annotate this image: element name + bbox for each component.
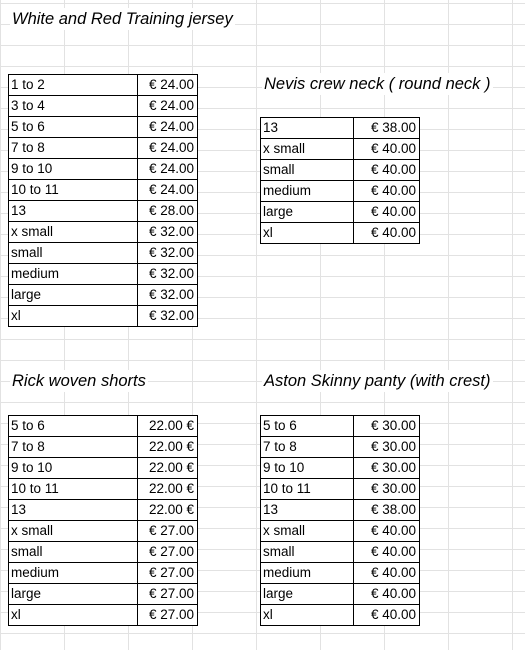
price-cell[interactable]: € 27.00 bbox=[138, 542, 198, 563]
section-title-aston-skinny-panty[interactable]: Aston Skinny panty (with crest) bbox=[264, 372, 491, 390]
table-row bbox=[9, 563, 198, 584]
table-row bbox=[9, 138, 198, 159]
table-row bbox=[9, 584, 198, 605]
price-cell[interactable]: € 27.00 bbox=[138, 563, 198, 584]
table-row bbox=[9, 416, 198, 437]
price-cell[interactable]: € 27.00 bbox=[138, 584, 198, 605]
table-row bbox=[261, 437, 420, 458]
size-cell[interactable]: 3 to 4 bbox=[9, 96, 138, 117]
table-row bbox=[9, 542, 198, 563]
table-row bbox=[261, 118, 420, 139]
table-row bbox=[9, 479, 198, 500]
price-cell[interactable]: € 38.00 bbox=[354, 500, 420, 521]
price-cell[interactable]: € 32.00 bbox=[138, 243, 198, 264]
price-cell[interactable]: € 40.00 bbox=[354, 139, 420, 160]
size-cell[interactable]: large bbox=[9, 584, 138, 605]
table-row bbox=[261, 500, 420, 521]
size-cell[interactable]: 9 to 10 bbox=[9, 458, 138, 479]
size-cell[interactable]: 7 to 8 bbox=[261, 437, 354, 458]
price-cell[interactable]: € 32.00 bbox=[138, 306, 198, 327]
table-row bbox=[9, 285, 198, 306]
table-row bbox=[9, 605, 198, 626]
table-row bbox=[261, 202, 420, 223]
price-cell[interactable]: € 24.00 bbox=[138, 138, 198, 159]
size-cell[interactable]: 13 bbox=[261, 118, 354, 139]
table-row bbox=[261, 605, 420, 626]
size-cell[interactable]: 1 to 2 bbox=[9, 75, 138, 96]
size-cell[interactable]: small bbox=[9, 243, 138, 264]
size-cell[interactable]: 10 to 11 bbox=[261, 479, 354, 500]
size-cell[interactable]: medium bbox=[261, 563, 354, 584]
size-cell[interactable]: xl bbox=[9, 306, 138, 327]
table-row bbox=[9, 117, 198, 138]
table-row bbox=[9, 306, 198, 327]
table-row bbox=[261, 139, 420, 160]
table-row bbox=[261, 542, 420, 563]
table-row bbox=[9, 500, 198, 521]
size-cell[interactable]: small bbox=[261, 542, 354, 563]
price-cell[interactable]: € 24.00 bbox=[138, 75, 198, 96]
size-cell[interactable]: medium bbox=[261, 181, 354, 202]
size-cell[interactable]: xl bbox=[9, 605, 138, 626]
size-cell[interactable]: small bbox=[9, 542, 138, 563]
price-cell[interactable]: € 24.00 bbox=[138, 96, 198, 117]
price-table-aston-skinny-panty bbox=[260, 415, 420, 626]
table-row bbox=[9, 222, 198, 243]
price-cell[interactable]: € 24.00 bbox=[138, 159, 198, 180]
table-row bbox=[261, 223, 420, 244]
table-row bbox=[9, 75, 198, 96]
size-cell[interactable]: large bbox=[261, 202, 354, 223]
price-cell[interactable]: € 40.00 bbox=[354, 542, 420, 563]
section-title-nevis-crew-neck[interactable]: Nevis crew neck ( round neck ) bbox=[264, 75, 491, 93]
price-table-rick-woven-shorts bbox=[8, 415, 198, 626]
table-row bbox=[9, 521, 198, 542]
size-cell[interactable]: x small bbox=[261, 139, 354, 160]
size-cell[interactable]: small bbox=[261, 160, 354, 181]
price-cell[interactable]: € 32.00 bbox=[138, 222, 198, 243]
size-cell[interactable]: x small bbox=[9, 222, 138, 243]
price-cell[interactable]: € 30.00 bbox=[354, 437, 420, 458]
size-cell[interactable]: large bbox=[261, 584, 354, 605]
table-row bbox=[9, 437, 198, 458]
size-cell[interactable]: 13 bbox=[261, 500, 354, 521]
size-cell[interactable]: x small bbox=[261, 521, 354, 542]
price-cell[interactable]: € 40.00 bbox=[354, 202, 420, 223]
price-cell[interactable]: € 40.00 bbox=[354, 605, 420, 626]
size-cell[interactable]: 5 to 6 bbox=[261, 416, 354, 437]
price-cell[interactable]: € 30.00 bbox=[354, 416, 420, 437]
size-cell[interactable]: x small bbox=[9, 521, 138, 542]
size-cell[interactable]: 10 to 11 bbox=[9, 180, 138, 201]
price-cell[interactable]: € 40.00 bbox=[354, 563, 420, 584]
size-cell[interactable]: 7 to 8 bbox=[9, 138, 138, 159]
size-cell[interactable]: 5 to 6 bbox=[9, 416, 138, 437]
size-cell[interactable]: xl bbox=[261, 223, 354, 244]
table-row bbox=[9, 96, 198, 117]
table-row bbox=[261, 458, 420, 479]
price-cell[interactable]: € 32.00 bbox=[138, 285, 198, 306]
table-row bbox=[261, 479, 420, 500]
price-cell[interactable]: € 27.00 bbox=[138, 521, 198, 542]
price-cell[interactable]: € 40.00 bbox=[354, 584, 420, 605]
price-cell[interactable]: € 30.00 bbox=[354, 479, 420, 500]
table-row bbox=[9, 201, 198, 222]
table-row bbox=[261, 521, 420, 542]
price-table-nevis-crew-neck bbox=[260, 117, 420, 244]
size-cell[interactable]: 13 bbox=[9, 201, 138, 222]
size-cell[interactable]: large bbox=[9, 285, 138, 306]
price-cell[interactable]: € 24.00 bbox=[138, 180, 198, 201]
size-cell[interactable]: 9 to 10 bbox=[9, 159, 138, 180]
table-row bbox=[9, 180, 198, 201]
price-cell[interactable]: € 28.00 bbox=[138, 201, 198, 222]
price-cell[interactable]: 22.00 € bbox=[138, 458, 198, 479]
price-cell[interactable]: € 27.00 bbox=[138, 605, 198, 626]
price-cell[interactable]: € 40.00 bbox=[354, 223, 420, 244]
price-cell[interactable]: € 38.00 bbox=[354, 118, 420, 139]
section-title-training-jersey[interactable]: White and Red Training jersey bbox=[12, 10, 233, 28]
price-cell[interactable]: € 32.00 bbox=[138, 264, 198, 285]
price-cell[interactable]: 22.00 € bbox=[138, 437, 198, 458]
size-cell[interactable]: xl bbox=[261, 605, 354, 626]
section-title-rick-woven-shorts[interactable]: Rick woven shorts bbox=[12, 372, 146, 390]
table-row bbox=[261, 181, 420, 202]
price-cell[interactable]: € 40.00 bbox=[354, 160, 420, 181]
size-cell[interactable]: medium bbox=[9, 264, 138, 285]
price-cell[interactable]: 22.00 € bbox=[138, 416, 198, 437]
table-row bbox=[261, 416, 420, 437]
price-cell[interactable]: € 30.00 bbox=[354, 458, 420, 479]
table-row bbox=[261, 563, 420, 584]
size-cell[interactable]: 7 to 8 bbox=[9, 437, 138, 458]
price-cell[interactable]: € 40.00 bbox=[354, 181, 420, 202]
size-cell[interactable]: 9 to 10 bbox=[261, 458, 354, 479]
size-cell[interactable]: 5 to 6 bbox=[9, 117, 138, 138]
table-row bbox=[9, 264, 198, 285]
size-cell[interactable]: medium bbox=[9, 563, 138, 584]
table-row bbox=[9, 458, 198, 479]
price-cell[interactable]: 22.00 € bbox=[138, 479, 198, 500]
size-cell[interactable]: 13 bbox=[9, 500, 138, 521]
table-row bbox=[9, 243, 198, 264]
price-table-training-jersey bbox=[8, 74, 198, 327]
table-row bbox=[261, 160, 420, 181]
price-cell[interactable]: € 40.00 bbox=[354, 521, 420, 542]
price-cell[interactable]: 22.00 € bbox=[138, 500, 198, 521]
size-cell[interactable]: 10 to 11 bbox=[9, 479, 138, 500]
price-cell[interactable]: € 24.00 bbox=[138, 117, 198, 138]
table-row bbox=[261, 584, 420, 605]
table-row bbox=[9, 159, 198, 180]
